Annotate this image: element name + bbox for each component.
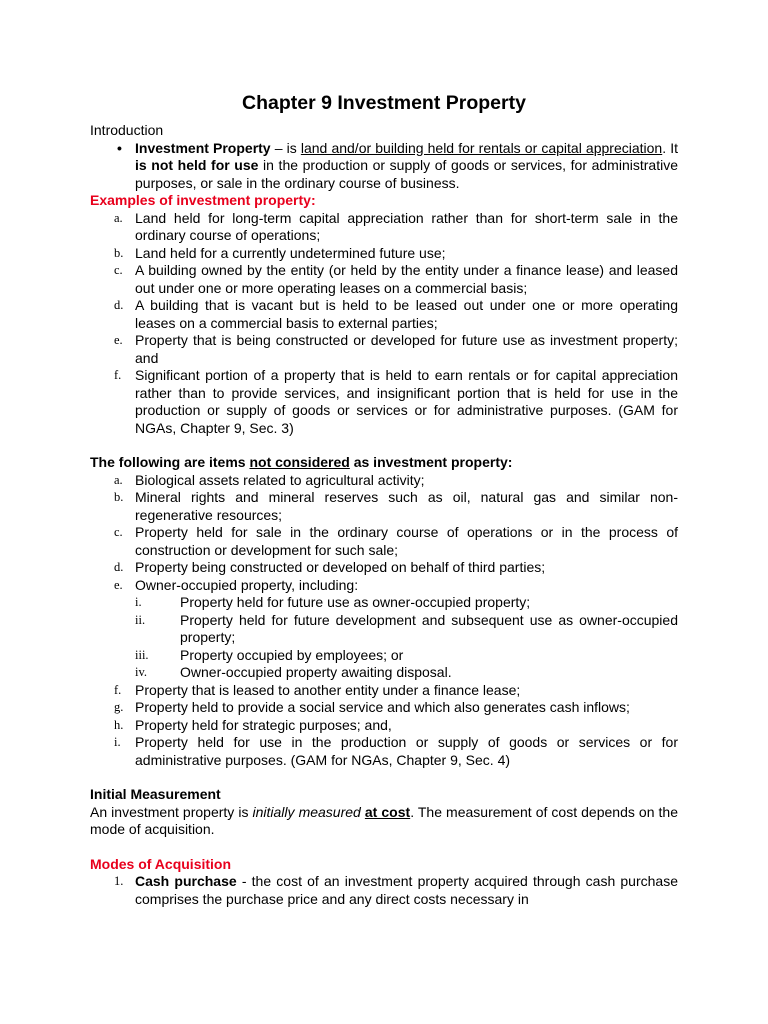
- list-marker: f.: [114, 368, 122, 382]
- list-item: [90, 577, 678, 682]
- term-investment-property: Investment Property: [135, 139, 271, 156]
- text-at-cost: at cost: [364, 803, 411, 820]
- spacer: [90, 839, 678, 856]
- sub-list-item: [135, 612, 678, 647]
- list-marker: iii.: [135, 647, 149, 662]
- list-marker: g.: [114, 700, 124, 714]
- list-item-text: Property occupied by employees; or: [180, 646, 404, 663]
- text-post: . The measurement of cost depends on the mode of acquisition.: [90, 803, 679, 837]
- text-pre: An investment property is: [90, 803, 253, 820]
- list-item-text: Property held for strategic purposes; and,: [135, 716, 392, 733]
- list-item-text: A building that is vacant but is held to be leased out under one or more operating leases on a commercial basis to external parties;: [135, 297, 678, 331]
- list-item-text: Property held for sale in the ordinary course of operations or in the process of construction or development for such sale;: [135, 524, 678, 558]
- not-considered-list: [90, 472, 678, 770]
- list-item: [90, 245, 678, 263]
- list-marker: h.: [114, 717, 124, 732]
- list-item: [90, 297, 678, 332]
- examples-list: [90, 210, 678, 438]
- list-item-text: Property held for use in the production or supply of goods or services or for administrative purposes. (GAM for NGAs, Chapter 9, Sec. 4): [135, 734, 678, 768]
- heading-underlined: not considered: [249, 454, 350, 470]
- list-item: [90, 367, 678, 437]
- list-marker: d.: [114, 560, 124, 574]
- list-item-text: Owner-occupied property, including:: [135, 576, 359, 593]
- page-title: Chapter 9 Investment Property: [242, 92, 526, 114]
- owner-occupied-sublist: [135, 594, 678, 682]
- list-item: [90, 717, 678, 735]
- intro-label: Introduction: [90, 122, 164, 138]
- list-item: [90, 210, 678, 245]
- bullet-icon: •: [117, 139, 122, 156]
- examples-heading: Examples of investment property:: [90, 192, 316, 208]
- sub-list-item: [135, 664, 678, 682]
- list-marker: c.: [114, 525, 123, 539]
- list-item: [90, 873, 678, 908]
- list-item-text: Land held for long-term capital appreciation rather than for short-term sale in the ordinary course of operations;: [135, 209, 678, 243]
- list-item: [90, 524, 678, 559]
- term-cash-purchase: Cash purchase: [135, 873, 237, 889]
- initial-measurement-paragraph: [90, 804, 678, 839]
- list-marker: 1.: [114, 874, 124, 888]
- list-item: [90, 682, 678, 700]
- modes-list: [90, 873, 678, 908]
- text-italic: initially measured: [252, 803, 361, 820]
- list-item: [90, 472, 678, 490]
- list-item: [90, 262, 678, 297]
- list-item: [90, 734, 678, 769]
- list-marker: a.: [114, 210, 123, 225]
- text-not-held: is not held for use: [135, 157, 259, 173]
- list-marker: c.: [114, 263, 123, 277]
- list-marker: b.: [114, 490, 124, 504]
- list-item-text: Owner-occupied property awaiting disposal.: [180, 664, 452, 680]
- list-marker: ii.: [135, 612, 146, 627]
- list-item-text: Mineral rights and mineral reserves such as oil, natural gas and similar non-regenerative resources;: [135, 489, 678, 523]
- list-marker: b.: [114, 245, 124, 260]
- text-rest: in the production or supply of goods or services, for administrative purposes, or sale in the ordinary course of business.: [135, 157, 678, 191]
- sub-list-item: [135, 594, 678, 612]
- list-marker: d.: [114, 298, 124, 312]
- list-item-text: - the cost of an investment property acquired through cash purchase comprises the purchase price and any direct costs necessary in: [135, 873, 678, 907]
- list-item-text: A building owned by the entity (or held by the entity under a finance lease) and leased out under one or more operating leases on a commercial basis;: [135, 262, 678, 296]
- list-item-text: Property held to provide a social service and which also generates cash inflows;: [135, 699, 630, 715]
- list-item-text: Property held for future use as owner-occupied property;: [180, 594, 531, 610]
- list-item: [90, 332, 678, 367]
- list-item-text: Significant portion of a property that is held to earn rentals or for capital appreciation rather than to provide services, and insignificant portion that is held for use in the production or supply of goods or services or for administrative purposes. (GAM for NGAs, Chapter 9, Sec. 3): [135, 367, 678, 436]
- heading-pre: The following are items: [90, 454, 250, 470]
- text-mid: . It: [662, 139, 679, 156]
- list-item: [90, 559, 678, 577]
- list-item-text: Property held for future development and subsequent use as owner-occupied property;: [180, 611, 678, 645]
- list-marker: e.: [114, 577, 123, 592]
- sub-list-item: [135, 647, 678, 665]
- list-item: [90, 699, 678, 717]
- list-item: [90, 489, 678, 524]
- heading-post: as investment property:: [349, 454, 513, 470]
- list-marker: iv.: [135, 665, 148, 679]
- spacer: [90, 769, 678, 786]
- definition-underlined: land and/or building held for rentals or capital appreciation: [300, 139, 663, 156]
- list-marker: a.: [114, 472, 123, 487]
- list-item-text: Land held for a currently undetermined future use;: [135, 244, 446, 261]
- list-item-text: Property being constructed or developed on behalf of third parties;: [135, 559, 546, 575]
- list-marker: e.: [114, 333, 123, 347]
- text-dash: – is: [270, 139, 301, 156]
- list-item-text: Property that is leased to another entity under a finance lease;: [135, 681, 521, 698]
- not-considered-heading: [90, 454, 678, 472]
- initial-measurement-heading: Initial Measurement: [90, 786, 221, 802]
- spacer: [90, 437, 678, 454]
- modes-heading: Modes of Acquisition: [90, 855, 232, 872]
- list-item-text: Biological assets related to agricultural activity;: [135, 471, 425, 488]
- list-marker: i.: [135, 595, 142, 609]
- list-marker: i.: [114, 735, 121, 749]
- list-item-text: Property that is being constructed or developed for future use as investment property; and: [135, 332, 678, 366]
- list-item: [90, 140, 678, 193]
- document-page: [90, 92, 678, 908]
- intro-list: [90, 140, 678, 193]
- list-marker: f.: [114, 682, 122, 697]
